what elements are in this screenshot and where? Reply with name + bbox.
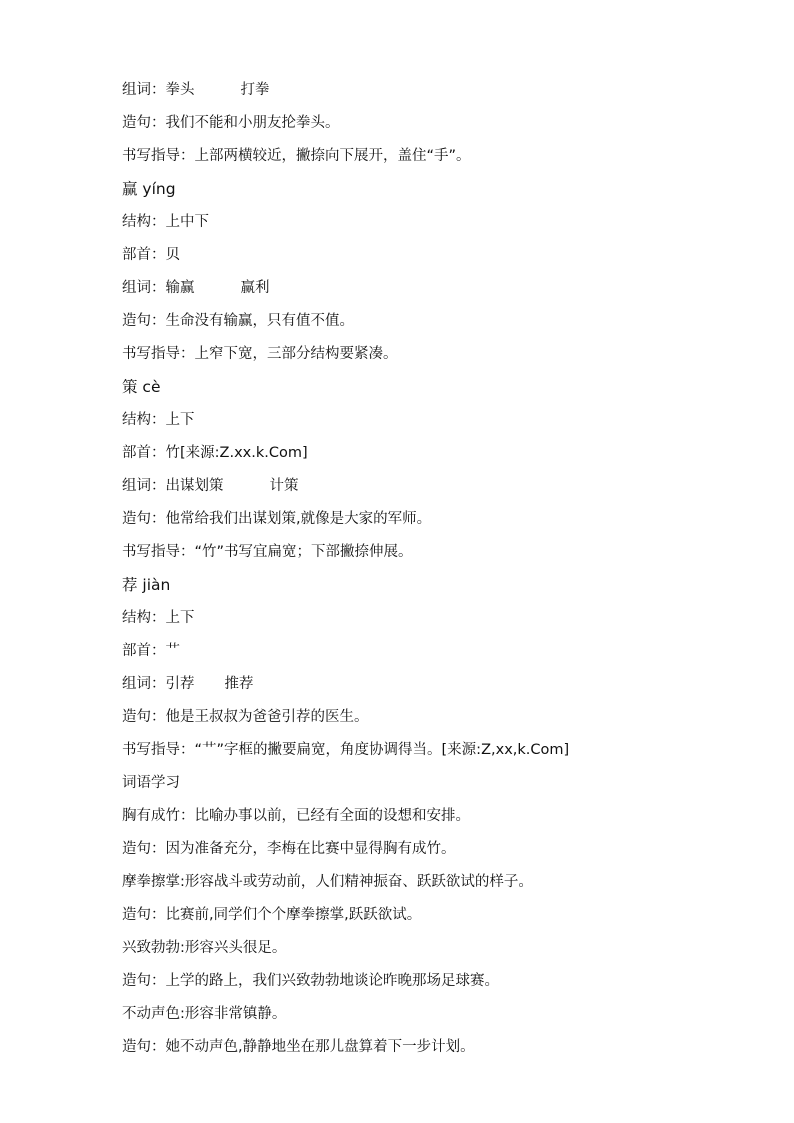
vocab-definition: 不动声色:形容非常镇静。: [122, 1006, 287, 1022]
ce-sentence: 造句：他常给我们出谋划策,就像是大家的军师。: [122, 511, 432, 527]
jian-words: [122, 674, 254, 694]
word-1: 出谋划策: [165, 478, 224, 494]
words-label: 组词：: [122, 280, 166, 296]
jian-structure: 结构：上下: [122, 610, 195, 626]
vocab-sentence: 造句：她不动声色,静静地坐在那儿盘算着下一步计划。: [122, 1039, 475, 1055]
ce-radical: 部首：竹[来源:Z.xx.k.Com]: [122, 445, 308, 461]
vocab-definition: 胸有成竹：比喻办事以前，已经有全面的设想和安排。: [122, 808, 470, 824]
quan-guide: 书写指导：上部两横较近，撇捺向下展开，盖住“手”。: [122, 148, 471, 164]
jian-heading: 荐 jiàn: [122, 576, 171, 594]
word-2: 推荐: [224, 676, 254, 692]
jian-radical: 部首：艹: [122, 643, 180, 659]
vocab-title: 词语学习: [122, 775, 180, 791]
ce-guide: 书写指导：“竹”书写宜扁宽；下部撇捺伸展。: [122, 544, 413, 560]
quan-sentence: 造句：我们不能和小朋友抡拳头。: [122, 115, 340, 131]
word-1: 拳头: [165, 82, 195, 98]
ying-heading: 赢 yíng: [122, 180, 176, 198]
ce-structure: 结构：上下: [122, 412, 195, 428]
ce-heading: 策 cè: [122, 378, 161, 396]
ying-words: [122, 278, 270, 298]
ying-guide: 书写指导：上窄下宽，三部分结构要紧凑。: [122, 346, 398, 362]
words-label: 组词：: [122, 478, 166, 494]
ying-sentence: 造句：生命没有输赢，只有值不值。: [122, 313, 354, 329]
words-label: 组词：: [122, 676, 166, 692]
word-1: 输赢: [165, 280, 195, 296]
quan-words: [122, 80, 270, 100]
vocab-definition: 兴致勃勃:形容兴头很足。: [122, 940, 287, 956]
ying-radical: 部首：贝: [122, 247, 180, 263]
vocab-sentence: 造句：因为准备充分，李梅在比赛中显得胸有成竹。: [122, 841, 456, 857]
word-1: 引荐: [165, 676, 195, 692]
ce-words: [122, 476, 299, 496]
vocab-sentence: 造句：比赛前,同学们个个摩拳擦掌,跃跃欲试。: [122, 907, 422, 923]
vocab-definition: 摩拳擦掌:形容战斗或劳动前，人们精神振奋、跃跃欲试的样子。: [122, 874, 533, 890]
word-2: 赢利: [240, 280, 270, 296]
jian-sentence: 造句：他是王叔叔为爸爸引荐的医生。: [122, 709, 369, 725]
word-2: 计策: [269, 478, 299, 494]
vocab-sentence: 造句：上学的路上，我们兴致勃勃地谈论昨晚那场足球赛。: [122, 973, 499, 989]
words-label: 组词：: [122, 82, 166, 98]
ying-structure: 结构：上中下: [122, 214, 209, 230]
word-2: 打拳: [240, 82, 270, 98]
jian-guide: 书写指导：“艹”字框的撇要扁宽，角度协调得当。[来源:Z,xx,k.Com]: [122, 742, 570, 758]
